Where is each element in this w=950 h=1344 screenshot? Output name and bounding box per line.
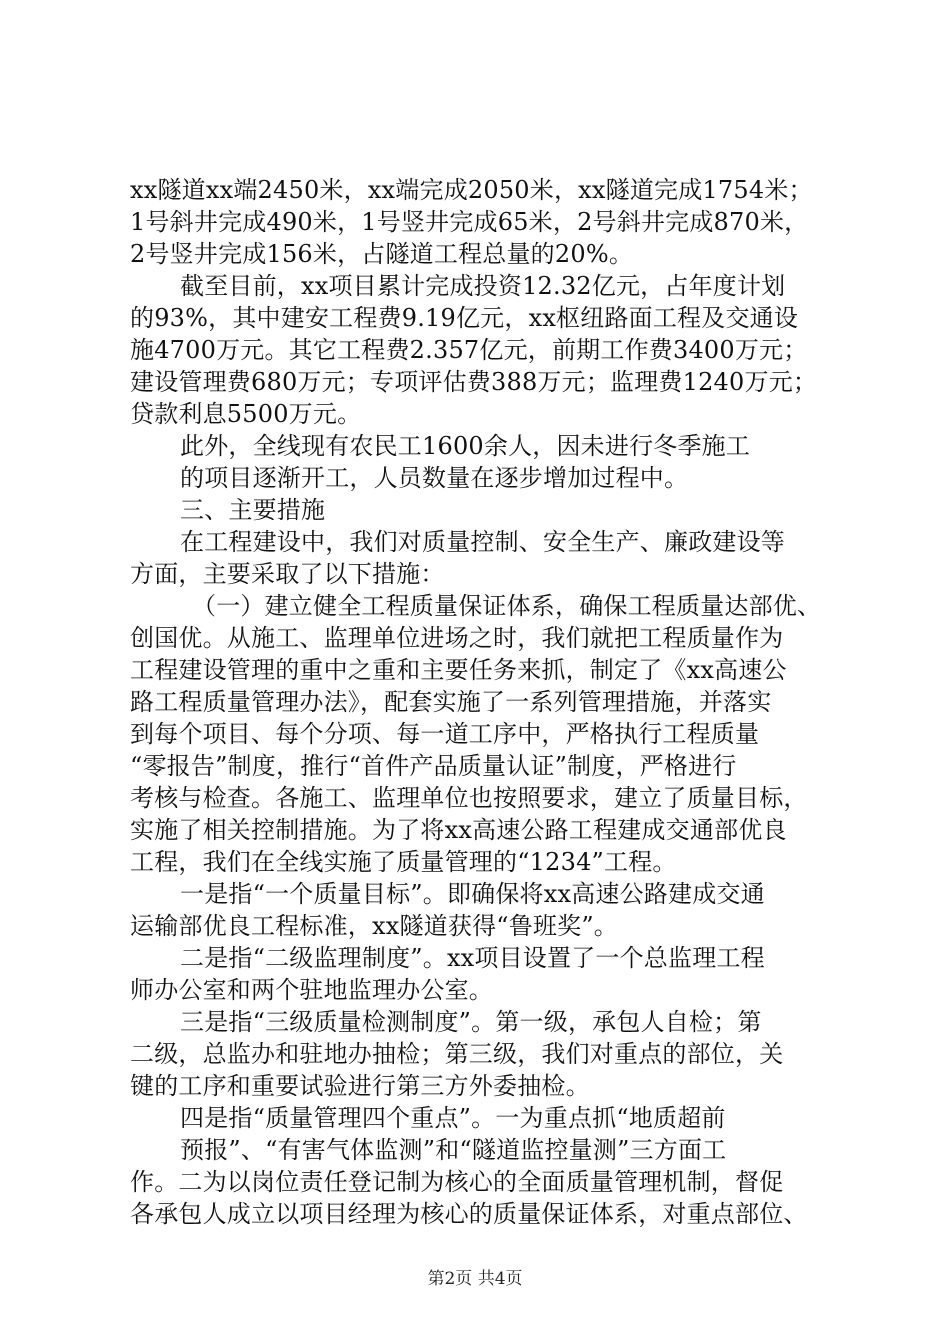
text-line: 1号斜井完成490米，1号竖井完成65米，2号斜井完成870米， <box>130 208 809 236</box>
text-line: 2号竖井完成156米，占隧道工程总量的20%。 <box>130 240 634 268</box>
text-line: 方面，主要采取了以下措施： <box>130 560 445 588</box>
text-line: 工程，我们在全线实施了质量管理的“1234”工程。 <box>130 848 677 876</box>
text-line: 运输部优良工程标准，xx隧道获得“鲁班奖”。 <box>130 912 619 940</box>
paragraph-start: 此外，全线现有农民工1600余人，因未进行冬季施工 <box>180 432 751 460</box>
text-line: 贷款利息5500万元。 <box>130 400 362 428</box>
page-footer: 第2页 共4页 <box>427 1269 523 1289</box>
text-line: 路工程质量管理办法》，配套实施了一系列管理措施，并落实 <box>130 688 772 716</box>
text-line: “零报告”制度，推行“首件产品质量认证”制度，严格进行 <box>130 752 737 780</box>
text-line: 工程建设管理的重中之重和主要任务来抓，制定了《xx高速公 <box>130 656 787 684</box>
text-line: 考核与检查。各施工、监理单位也按照要求，建立了质量目标， <box>130 784 808 812</box>
body-text <box>130 174 842 1230</box>
text-line: 预报”、“有害气体监测”和“隧道监控量测”三方面工 <box>180 1136 727 1164</box>
text-line: 的项目逐渐开工，人员数量在逐步增加过程中。 <box>180 464 689 492</box>
subsection-heading: （一）建立健全工程质量保证体系，确保工程质量达部优、 <box>192 592 822 620</box>
text-line: 二级，总监办和驻地办抽检；第三级，我们对重点的部位，关 <box>130 1040 784 1068</box>
text-line: 的93%，其中建安工程费9.19亿元，xx枢纽路面工程及交通设 <box>130 304 799 332</box>
text-line: 创国优。从施工、监理单位进场之时，我们就把工程质量作为 <box>130 624 784 652</box>
text-line: 师办公室和两个驻地监理办公室。 <box>130 976 493 1004</box>
paragraph-start: 截至目前，xx项目累计完成投资12.32亿元，占年度计划 <box>180 272 786 300</box>
text-line: 建设管理费680万元；专项评估费388万元；监理费1240万元； <box>130 368 818 396</box>
paragraph-start: 四是指“质量管理四个重点”。一为重点抓“地质超前 <box>180 1104 726 1132</box>
text-line: 键的工序和重要试验进行第三方外委抽检。 <box>130 1072 590 1100</box>
paragraph-start: 在工程建设中，我们对质量控制、安全生产、廉政建设等 <box>180 528 785 556</box>
paragraph-start: 二是指“二级监理制度”。xx项目设置了一个总监理工程 <box>180 944 765 972</box>
text-line: 各承包人成立以项目经理为核心的质量保证体系，对重点部位、 <box>130 1200 808 1228</box>
text-line: xx隧道xx端2450米，xx端完成2050米，xx隧道完成1754米； <box>130 176 813 204</box>
text-line: 到每个项目、每个分项、每一道工序中，严格执行工程质量 <box>130 720 760 748</box>
paragraph-start: 三是指“三级质量检测制度”。第一级，承包人自检；第 <box>180 1008 762 1036</box>
section-heading: 三、主要措施 <box>180 496 326 524</box>
text-line: 施4700万元。其它工程费2.357亿元，前期工作费3400万元； <box>130 336 808 364</box>
text-line: 作。二为以岗位责任登记制为核心的全面质量管理机制，督促 <box>130 1168 784 1196</box>
text-line: 实施了相关控制措施。为了将xx高速公路工程建成交通部优良 <box>130 816 787 844</box>
paragraph-start: 一是指“一个质量目标”。即确保将xx高速公路建成交通 <box>180 880 765 908</box>
